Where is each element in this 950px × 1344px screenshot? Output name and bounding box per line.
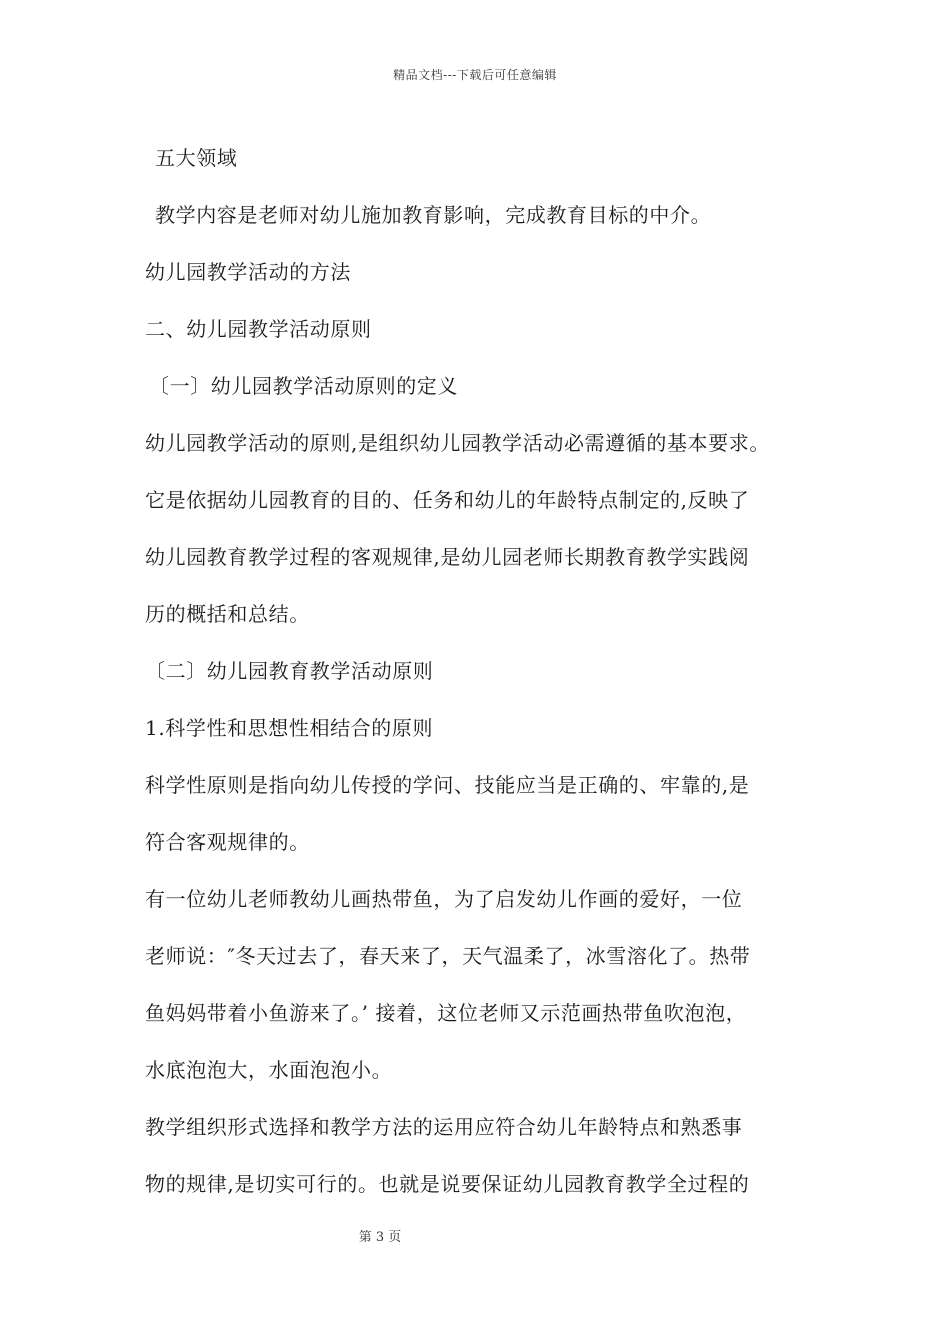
- text-line: 幼儿园教育教学过程的客观规律,是幼儿园老师长期教育教学实践阅: [145, 545, 750, 569]
- text-line: 历的概括和总结。: [145, 602, 310, 626]
- text-line: 有一位幼儿老师教幼儿画热带鱼，为了启发幼儿作画的爱好，一位: [145, 887, 743, 911]
- text-line: 教学内容是老师对幼儿施加教育影响，完成教育目标的中介。: [155, 203, 712, 227]
- section-heading: 二、幼儿园教学活动原则: [145, 317, 372, 341]
- page-header: 精品文档---下载后可任意编辑: [393, 68, 557, 82]
- page-number: 第 3 页: [358, 1230, 402, 1245]
- text-line: 五大领域: [155, 146, 238, 170]
- subsection-heading: 〔二〕幼儿园教育教学活动原则: [145, 659, 434, 683]
- numbered-heading: 1.科学性和思想性相结合的原则: [145, 716, 434, 740]
- text-line: 科学性原则是指向幼儿传授的学问、技能应当是正确的、牢靠的,是: [145, 773, 750, 797]
- text-line: 物的规律,是切实可行的。也就是说要保证幼儿园教育教学全过程的: [145, 1172, 750, 1196]
- text-line: 教学组织形式选择和教学方法的运用应符合幼儿年龄特点和熟悉事: [145, 1115, 743, 1139]
- text-line: 幼儿园教学活动的原则,是组织幼儿园教学活动必需遵循的基本要求。: [145, 431, 770, 455]
- text-line: 幼儿园教学活动的方法: [145, 260, 351, 284]
- text-line: 水底泡泡大，水面泡泡小。: [145, 1058, 393, 1082]
- text-line: 鱼妈妈带着小鱼游来了。’ 接着，这位老师又示范画热带鱼吹泡泡，: [145, 1001, 747, 1025]
- text-line: 符合客观规律的。: [145, 830, 310, 854]
- text-line: 它是依据幼儿园教育的目的、任务和幼儿的年龄特点制定的,反映了: [145, 488, 750, 512]
- text-line: 老师说：″冬天过去了，春天来了，天气温柔了，冰雪溶化了。热带: [145, 944, 751, 968]
- subsection-heading: 〔一〕幼儿园教学活动原则的定义: [149, 374, 458, 398]
- document-body: [145, 130, 825, 1213]
